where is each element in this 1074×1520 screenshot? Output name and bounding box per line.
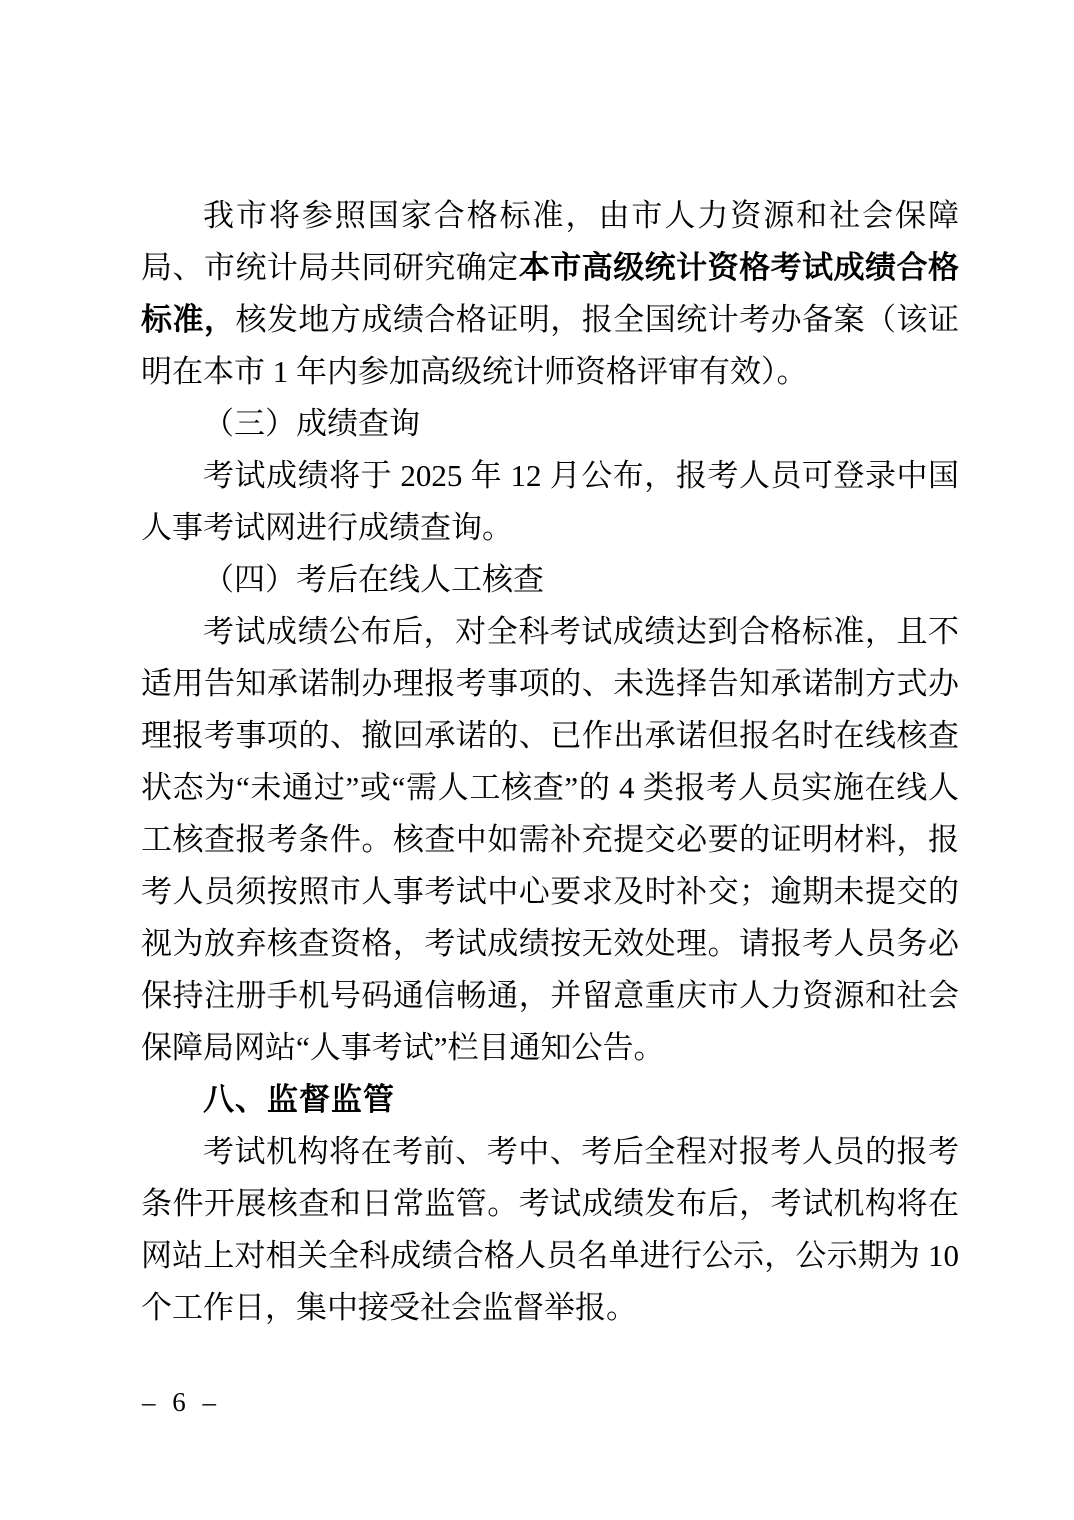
paragraph-grading-standard-pre: 我市将参照国家合格标准，由市人力资源和社会保障局、市统计局共同研究确定 <box>141 198 959 285</box>
section-heading-post-exam-verification: （四）考后在线人工核查 <box>203 562 544 597</box>
paragraph-grading-standard <box>141 190 959 398</box>
page-number: – 6 – <box>142 1387 216 1417</box>
paragraph-grading-standard-post: 核发地方成绩合格证明，报全国统计考办备案（该证明在本市 1 年内参加高级统计师资格评审有效）。 <box>141 302 960 389</box>
document-body <box>141 190 959 1334</box>
paragraph-post-exam-verification: 考试成绩公布后，对全科考试成绩达到合格标准，且不适用告知承诺制办理报考事项的、未选择告知承诺制方式办理报考事项的、撤回承诺的、已作出承诺但报名时在线核查状态为“未通过”或“需人工核查”的 4 类报考人员实施在线人工核查报考条件。核查中如需补充提交必要的证明材料，报考人员须按照市人事考试中心要求及时补交；逾期未提交的视为放弃核查资格，考试成绩按无效处理。请报考人员务必保持注册手机号码通信畅通，并留意重庆市人力资源和社会保障局网站“人事考试”栏目通知公告。 <box>141 614 959 1065</box>
paragraph-score-query: 考试成绩将于 2025 年 12 月公布，报考人员可登录中国人事考试网进行成绩查询。 <box>141 458 959 545</box>
paragraph-supervision: 考试机构将在考前、考中、考后全程对报考人员的报考条件开展核查和日常监管。考试成绩发布后，考试机构将在网站上对相关全科成绩合格人员名单进行公示，公示期为 10 个工作日，集中接受社会监督举报。 <box>141 1134 959 1325</box>
paragraph-grading-standard-bold: 本市高级统计资格考试成绩合格标准， <box>141 250 960 337</box>
section-heading-supervision: 八、监督监管 <box>203 1082 395 1117</box>
section-heading-score-query: （三）成绩查询 <box>203 406 420 441</box>
